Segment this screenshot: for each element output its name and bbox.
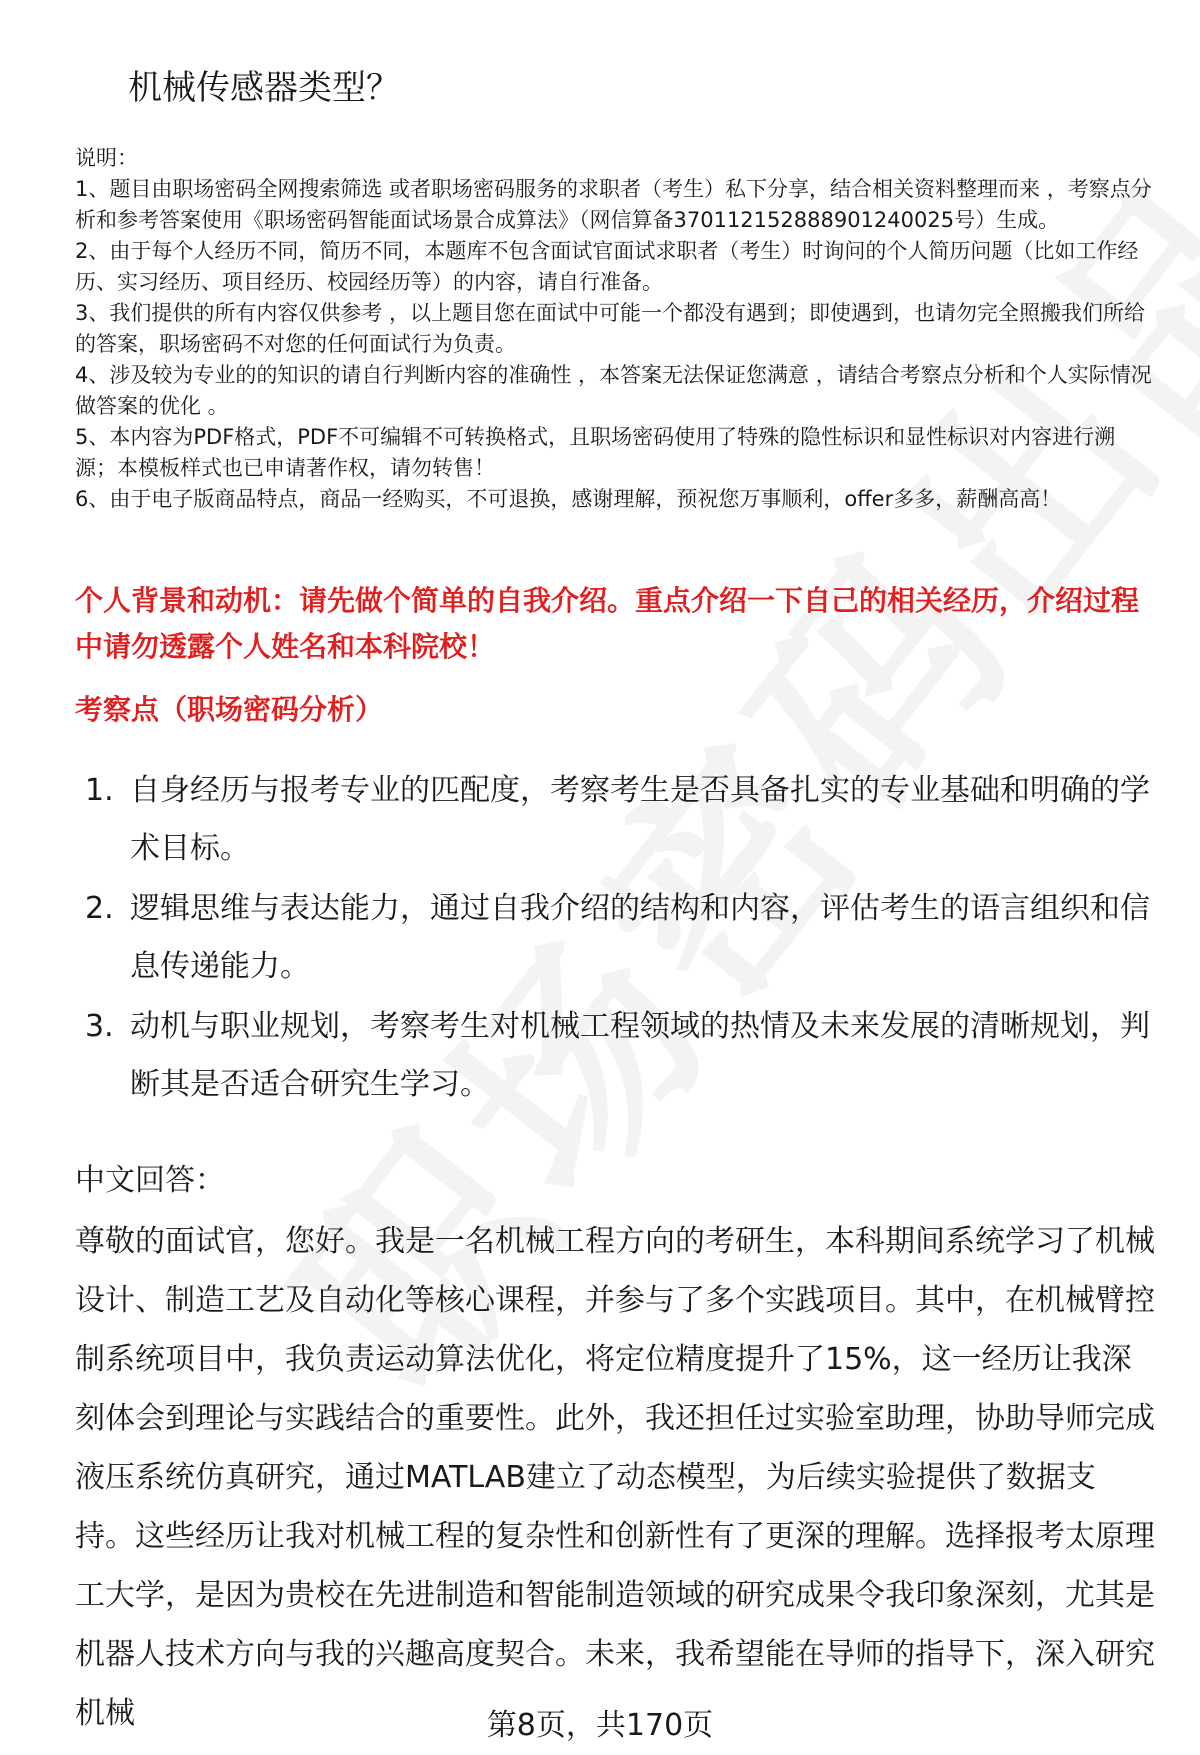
answer-heading: 中文回答： <box>75 1163 225 1198</box>
note-item: 2、由于每个人经历不同，简历不同，本题库不包含面试官面试求职者（考生）时询问的个人简历问题（比如工作经历、实习经历、项目经历、校园经历等）的内容，请自行准备。 <box>75 239 1139 294</box>
notes-section <box>75 143 1155 515</box>
list-text: 动机与职业规划，考察考生对机械工程领域的热情及未来发展的清晰规划，判断其是否适合研究生学习。 <box>130 1009 1150 1102</box>
question-text: 个人背景和动机：请先做个简单的自我介绍。重点介绍一下自己的相关经历，介绍过程中请勿透露个人姓名和本科院校！ <box>75 584 1140 663</box>
list-item <box>75 762 1155 878</box>
list-item <box>75 998 1155 1114</box>
note-item: 5、本内容为PDF格式，PDF不可编辑不可转换格式，且职场密码使用了特殊的隐性标识和显性标识对内容进行溯源；本模板样式也已申请著作权，请勿转售！ <box>75 425 1116 480</box>
note-item: 1、题目由职场密码全网搜索筛选 或者职场密码服务的求职者（考生）私下分享，结合相关资料整理而来 ，考察点分析和参考答案使用《职场密码智能面试场景合成算法》（网信算备370112152888901240025号）生成。 <box>75 177 1152 232</box>
list-number: 1. <box>85 773 114 808</box>
list-number: 2. <box>85 891 114 926</box>
list-number: 3. <box>85 1009 114 1044</box>
list-text: 逻辑思维与表达能力，通过自我介绍的结构和内容，评估考生的语言组织和信息传递能力。 <box>130 891 1150 984</box>
answer-body: 尊敬的面试官，您好。我是一名机械工程方向的考研生，本科期间系统学习了机械设计、制造工艺及自动化等核心课程，并参与了多个实践项目。其中，在机械臂控制系统项目中，我负责运动算法优化，将定位精度提升了15%，这一经历让我深刻体会到理论与实践结合的重要性。此外，我还担任过实验室助理，协助导师完成液压系统仿真研究，通过MATLAB建立了动态模型，为后续实验提供了数据支持。这些经历让我对机械工程的复杂性和创新性有了更深的理解。选择报考太原理工大学，是因为贵校在先进制造和智能制造领域的研究成果令我印象深刻，尤其是机器人技术方向与我的兴趣高度契合。未来，我希望能在导师的指导下，深入研究机械 <box>75 1224 1155 1731</box>
exam-points-list <box>75 762 1155 1116</box>
page-number: 第8页，共170页 <box>486 1708 714 1743</box>
list-item <box>75 880 1155 996</box>
note-item: 6、由于电子版商品特点，商品一经购买，不可退换，感谢理解，预祝您万事顺利，offer多多，薪酬高高！ <box>75 487 1062 511</box>
notes-heading: 说明： <box>75 146 138 170</box>
list-text: 自身经历与报考专业的匹配度，考察考生是否具备扎实的专业基础和明确的学术目标。 <box>130 773 1150 866</box>
note-item: 3、我们提供的所有内容仅供参考 ，以上题目您在面试中可能一个都没有遇到；即使遇到，也请勿完全照搬我们所给的答案，职场密码不对您的任何面试行为负责。 <box>75 301 1146 356</box>
exam-points-heading: 考察点（职场密码分析） <box>75 693 384 726</box>
note-item: 4、涉及较为专业的的知识的请自行判断内容的准确性 ，本答案无法保证您满意 ，请结合考察点分析和个人实际情况做答案的优化 。 <box>75 363 1152 418</box>
page-title: 机械传感器类型？ <box>128 68 400 108</box>
